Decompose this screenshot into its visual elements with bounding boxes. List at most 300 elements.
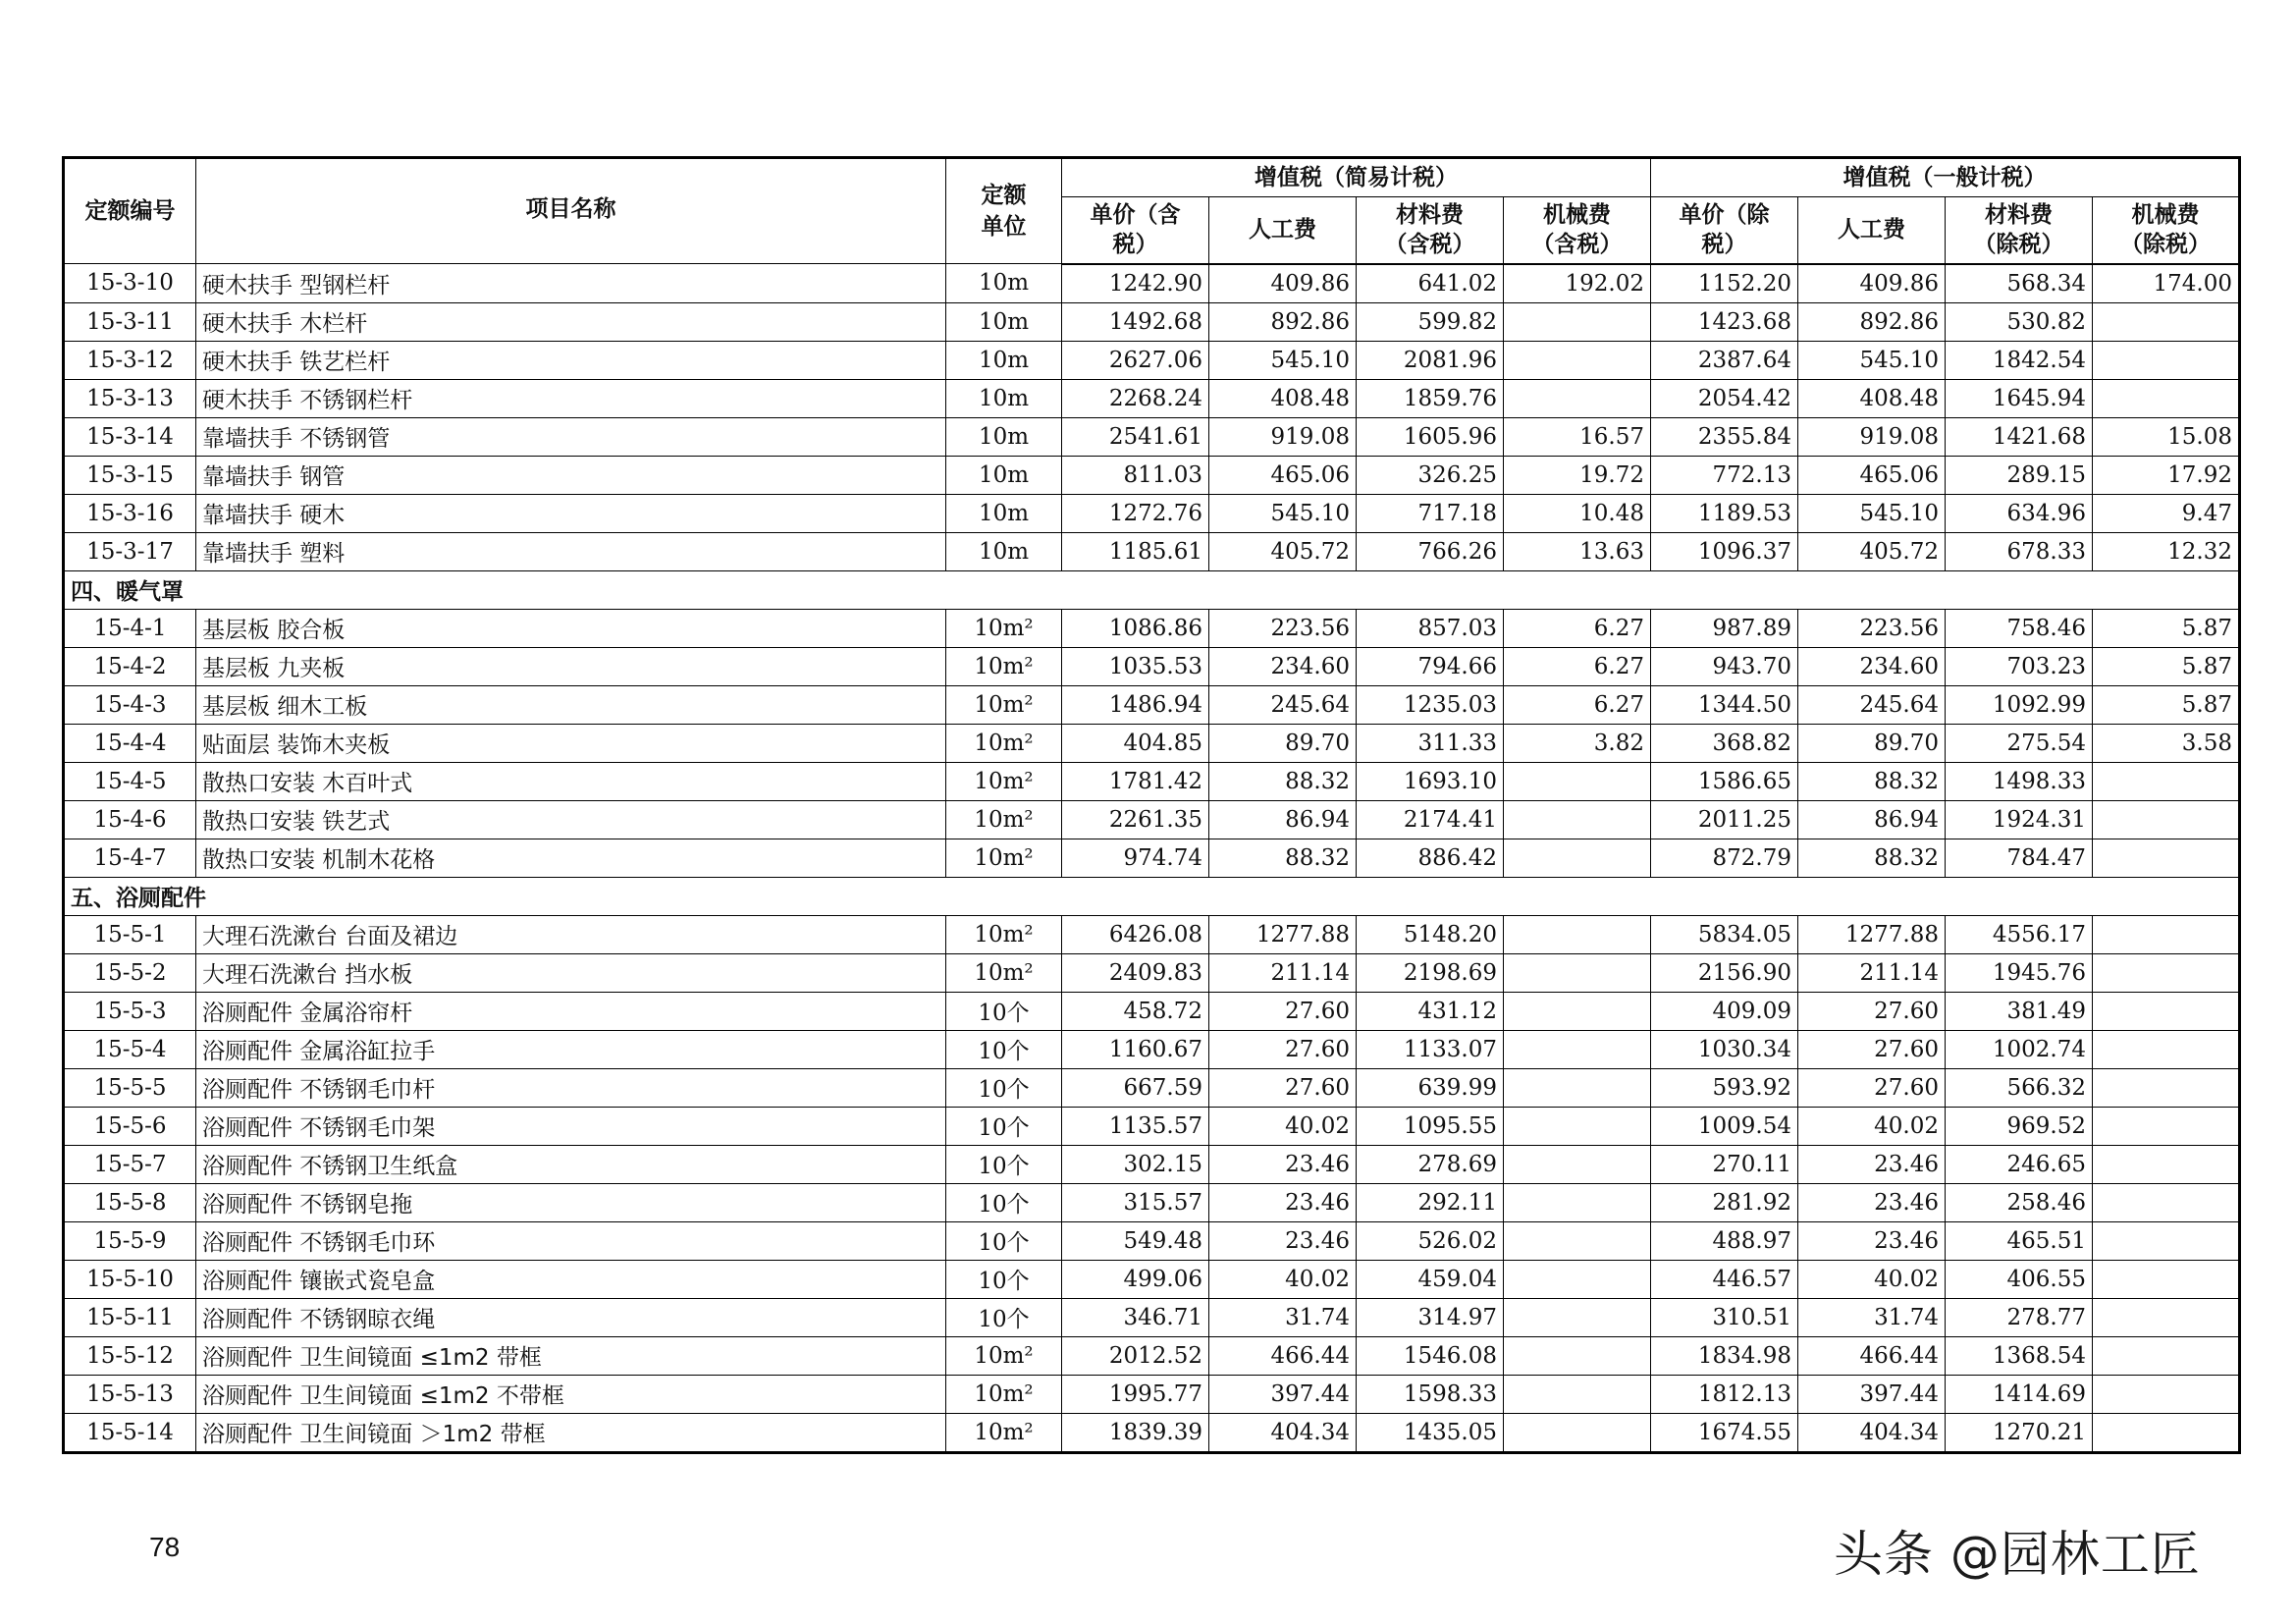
cell-unit: 10m² (946, 915, 1062, 953)
cell-machine-tax: 6.27 (1504, 647, 1651, 685)
table-row (64, 379, 2240, 417)
table-row (64, 1221, 2240, 1260)
table-row (64, 800, 2240, 839)
cell-code: 15-3-13 (64, 379, 196, 417)
table-row (64, 724, 2240, 762)
cell-name: 浴厕配件 不锈钢晾衣绳 (196, 1298, 946, 1336)
cell-material-tax: 526.02 (1357, 1221, 1504, 1260)
table-row (64, 456, 2240, 494)
cell-code: 15-3-17 (64, 532, 196, 570)
table-row (64, 762, 2240, 800)
cell-unit: 10m² (946, 839, 1062, 877)
cell-material-tax: 292.11 (1357, 1183, 1504, 1221)
section-title: 四、暖气罩 (64, 570, 2240, 609)
cell-material-tax: 1095.55 (1357, 1107, 1504, 1145)
cell-name: 基层板 细木工板 (196, 685, 946, 724)
cell-machine-tax (1504, 1375, 1651, 1413)
cell-unit: 10m² (946, 1413, 1062, 1452)
table-row (64, 685, 2240, 724)
cell-name: 大理石洗漱台 台面及裙边 (196, 915, 946, 953)
cell-unit: 10个 (946, 1068, 1062, 1107)
cell-unit: 10个 (946, 1030, 1062, 1068)
cell-code: 15-4-2 (64, 647, 196, 685)
cell-machine-notax (2093, 302, 2240, 341)
cell-labor-simple: 892.86 (1209, 302, 1357, 341)
cell-material-notax: 758.46 (1946, 609, 2093, 647)
cell-unit: 10m (946, 417, 1062, 456)
cell-material-tax: 2174.41 (1357, 800, 1504, 839)
cell-labor-general: 466.44 (1798, 1336, 1946, 1375)
table-row (64, 532, 2240, 570)
cell-labor-simple: 545.10 (1209, 341, 1357, 379)
cell-material-tax: 311.33 (1357, 724, 1504, 762)
cell-code: 15-4-3 (64, 685, 196, 724)
cell-machine-notax (2093, 762, 2240, 800)
table-row (64, 647, 2240, 685)
cell-name: 浴厕配件 不锈钢毛巾架 (196, 1107, 946, 1145)
cell-code: 15-4-4 (64, 724, 196, 762)
cell-labor-general: 892.86 (1798, 302, 1946, 341)
cell-labor-simple: 1277.88 (1209, 915, 1357, 953)
cell-unit: 10m (946, 264, 1062, 303)
section-title: 五、浴厕配件 (64, 877, 2240, 915)
cell-name: 硬木扶手 铁艺栏杆 (196, 341, 946, 379)
header-machine-tax: 机械费（含税） (1504, 197, 1651, 264)
cell-machine-tax: 6.27 (1504, 685, 1651, 724)
cell-code: 15-4-7 (64, 839, 196, 877)
cell-material-tax: 794.66 (1357, 647, 1504, 685)
cell-machine-tax (1504, 992, 1651, 1030)
cell-price-notax: 2355.84 (1651, 417, 1798, 456)
cell-name: 基层板 胶合板 (196, 609, 946, 647)
cell-machine-tax: 6.27 (1504, 609, 1651, 647)
cell-machine-notax: 15.08 (2093, 417, 2240, 456)
cell-name: 浴厕配件 卫生间镜面 ＞1m2 带框 (196, 1413, 946, 1452)
cell-price-notax: 1152.20 (1651, 264, 1798, 303)
cell-machine-notax (2093, 953, 2240, 992)
cell-material-tax: 1235.03 (1357, 685, 1504, 724)
cell-machine-tax: 19.72 (1504, 456, 1651, 494)
cell-labor-simple: 465.06 (1209, 456, 1357, 494)
cell-price-notax: 368.82 (1651, 724, 1798, 762)
cell-material-tax: 1598.33 (1357, 1375, 1504, 1413)
cell-material-notax: 784.47 (1946, 839, 2093, 877)
cell-unit: 10m² (946, 800, 1062, 839)
cell-machine-tax (1504, 762, 1651, 800)
cell-material-notax: 568.34 (1946, 264, 2093, 303)
table-row (64, 1107, 2240, 1145)
cell-code: 15-3-12 (64, 341, 196, 379)
cell-labor-simple: 223.56 (1209, 609, 1357, 647)
cell-unit: 10个 (946, 992, 1062, 1030)
table-row (64, 1413, 2240, 1452)
cell-name: 浴厕配件 不锈钢毛巾环 (196, 1221, 946, 1260)
cell-material-tax: 278.69 (1357, 1145, 1504, 1183)
cell-material-notax: 1092.99 (1946, 685, 2093, 724)
cell-code: 15-5-2 (64, 953, 196, 992)
cell-price-notax: 446.57 (1651, 1260, 1798, 1298)
cell-code: 15-5-4 (64, 1030, 196, 1068)
cell-unit: 10个 (946, 1298, 1062, 1336)
cell-price-tax: 404.85 (1062, 724, 1209, 762)
cell-machine-tax: 13.63 (1504, 532, 1651, 570)
cell-price-notax: 310.51 (1651, 1298, 1798, 1336)
cell-unit: 10m² (946, 685, 1062, 724)
cell-material-tax: 2198.69 (1357, 953, 1504, 992)
cell-price-tax: 2409.83 (1062, 953, 1209, 992)
cell-price-tax: 811.03 (1062, 456, 1209, 494)
cell-machine-tax (1504, 1030, 1651, 1068)
cell-labor-simple: 397.44 (1209, 1375, 1357, 1413)
cell-code: 15-5-3 (64, 992, 196, 1030)
cell-machine-notax (2093, 800, 2240, 839)
cell-material-tax: 1605.96 (1357, 417, 1504, 456)
cell-machine-notax: 5.87 (2093, 685, 2240, 724)
cell-code: 15-3-14 (64, 417, 196, 456)
cell-material-tax: 599.82 (1357, 302, 1504, 341)
header-machine-notax: 机械费（除税） (2093, 197, 2240, 264)
cell-price-tax: 1185.61 (1062, 532, 1209, 570)
cell-price-tax: 6426.08 (1062, 915, 1209, 953)
cell-material-notax: 1645.94 (1946, 379, 2093, 417)
table-body (64, 264, 2240, 1453)
cell-price-tax: 1839.39 (1062, 1413, 1209, 1452)
cell-machine-tax (1504, 302, 1651, 341)
cell-name: 浴厕配件 不锈钢皂拖 (196, 1183, 946, 1221)
cell-unit: 10m² (946, 724, 1062, 762)
cell-material-notax: 278.77 (1946, 1298, 2093, 1336)
cell-machine-notax: 17.92 (2093, 456, 2240, 494)
cell-machine-notax (2093, 379, 2240, 417)
table-row (64, 341, 2240, 379)
cell-labor-general: 465.06 (1798, 456, 1946, 494)
cell-price-notax: 1096.37 (1651, 532, 1798, 570)
cell-price-tax: 1781.42 (1062, 762, 1209, 800)
cell-machine-notax (2093, 341, 2240, 379)
section-row (64, 877, 2240, 915)
cell-material-tax: 717.18 (1357, 494, 1504, 532)
cell-unit: 10个 (946, 1107, 1062, 1145)
cell-machine-tax (1504, 341, 1651, 379)
cell-code: 15-5-9 (64, 1221, 196, 1260)
cell-price-tax: 1272.76 (1062, 494, 1209, 532)
cell-labor-general: 545.10 (1798, 494, 1946, 532)
cell-machine-tax (1504, 1336, 1651, 1375)
cell-machine-tax (1504, 1298, 1651, 1336)
cell-labor-general: 211.14 (1798, 953, 1946, 992)
cell-machine-tax (1504, 800, 1651, 839)
cell-material-notax: 1002.74 (1946, 1030, 2093, 1068)
cell-labor-simple: 27.60 (1209, 1030, 1357, 1068)
cell-material-notax: 1498.33 (1946, 762, 2093, 800)
cell-price-tax: 549.48 (1062, 1221, 1209, 1260)
cell-price-tax: 2268.24 (1062, 379, 1209, 417)
cell-machine-notax (2093, 1413, 2240, 1452)
cell-unit: 10个 (946, 1183, 1062, 1221)
cell-material-tax: 431.12 (1357, 992, 1504, 1030)
header-price-tax: 单价（含税） (1062, 197, 1209, 264)
table-row (64, 417, 2240, 456)
cell-material-notax: 678.33 (1946, 532, 2093, 570)
cell-material-notax: 465.51 (1946, 1221, 2093, 1260)
cell-price-tax: 1242.90 (1062, 264, 1209, 303)
header-material-tax: 材料费（含税） (1357, 197, 1504, 264)
cell-price-notax: 5834.05 (1651, 915, 1798, 953)
cell-machine-tax (1504, 1413, 1651, 1452)
cell-code: 15-4-6 (64, 800, 196, 839)
cell-material-notax: 258.46 (1946, 1183, 2093, 1221)
cell-price-tax: 667.59 (1062, 1068, 1209, 1107)
cell-machine-notax: 174.00 (2093, 264, 2240, 303)
cell-price-tax: 1160.67 (1062, 1030, 1209, 1068)
cell-price-tax: 2012.52 (1062, 1336, 1209, 1375)
cell-material-notax: 381.49 (1946, 992, 2093, 1030)
cell-machine-tax (1504, 1107, 1651, 1145)
cell-material-notax: 246.65 (1946, 1145, 2093, 1183)
cell-code: 15-5-6 (64, 1107, 196, 1145)
cell-code: 15-5-5 (64, 1068, 196, 1107)
table-row (64, 1336, 2240, 1375)
cell-machine-notax: 5.87 (2093, 609, 2240, 647)
cell-unit: 10m (946, 341, 1062, 379)
cell-code: 15-5-10 (64, 1260, 196, 1298)
cell-machine-notax (2093, 1336, 2240, 1375)
cell-unit: 10m² (946, 762, 1062, 800)
cell-price-notax: 1834.98 (1651, 1336, 1798, 1375)
cell-labor-simple: 88.32 (1209, 762, 1357, 800)
cell-material-tax: 641.02 (1357, 264, 1504, 303)
cell-machine-notax (2093, 1107, 2240, 1145)
cell-machine-tax (1504, 1260, 1651, 1298)
cell-labor-general: 919.08 (1798, 417, 1946, 456)
cell-labor-general: 23.46 (1798, 1221, 1946, 1260)
cell-labor-simple: 88.32 (1209, 839, 1357, 877)
cell-material-notax: 1414.69 (1946, 1375, 2093, 1413)
cell-material-tax: 766.26 (1357, 532, 1504, 570)
cell-name: 靠墙扶手 硬木 (196, 494, 946, 532)
cell-machine-tax (1504, 1068, 1651, 1107)
cell-material-notax: 406.55 (1946, 1260, 2093, 1298)
cell-price-notax: 2011.25 (1651, 800, 1798, 839)
cell-labor-general: 408.48 (1798, 379, 1946, 417)
cell-code: 15-5-8 (64, 1183, 196, 1221)
cell-labor-general: 89.70 (1798, 724, 1946, 762)
cell-material-notax: 634.96 (1946, 494, 2093, 532)
cell-price-tax: 1135.57 (1062, 1107, 1209, 1145)
cell-labor-general: 545.10 (1798, 341, 1946, 379)
cell-code: 15-5-13 (64, 1375, 196, 1413)
cell-material-notax: 1842.54 (1946, 341, 2093, 379)
cell-price-tax: 315.57 (1062, 1183, 1209, 1221)
cell-material-notax: 1945.76 (1946, 953, 2093, 992)
cell-machine-tax (1504, 379, 1651, 417)
cell-code: 15-5-7 (64, 1145, 196, 1183)
cell-unit: 10m² (946, 647, 1062, 685)
cell-machine-tax (1504, 953, 1651, 992)
cell-labor-general: 23.46 (1798, 1183, 1946, 1221)
cell-labor-simple: 408.48 (1209, 379, 1357, 417)
cell-price-tax: 1995.77 (1062, 1375, 1209, 1413)
cell-unit: 10个 (946, 1145, 1062, 1183)
cell-labor-simple: 234.60 (1209, 647, 1357, 685)
cell-machine-tax (1504, 1145, 1651, 1183)
cell-material-tax: 857.03 (1357, 609, 1504, 647)
table-row (64, 1030, 2240, 1068)
cell-material-notax: 1924.31 (1946, 800, 2093, 839)
cell-machine-notax (2093, 1145, 2240, 1183)
cell-price-tax: 499.06 (1062, 1260, 1209, 1298)
cell-material-tax: 1546.08 (1357, 1336, 1504, 1375)
cell-code: 15-5-14 (64, 1413, 196, 1452)
table-row (64, 1068, 2240, 1107)
cell-code: 15-5-12 (64, 1336, 196, 1375)
cell-labor-simple: 211.14 (1209, 953, 1357, 992)
cell-price-notax: 409.09 (1651, 992, 1798, 1030)
table-row (64, 609, 2240, 647)
cell-material-tax: 314.97 (1357, 1298, 1504, 1336)
cell-machine-notax (2093, 1298, 2240, 1336)
cell-code: 15-5-11 (64, 1298, 196, 1336)
cell-machine-tax (1504, 839, 1651, 877)
cell-name: 浴厕配件 镶嵌式瓷皂盒 (196, 1260, 946, 1298)
cell-labor-general: 23.46 (1798, 1145, 1946, 1183)
cell-labor-simple: 86.94 (1209, 800, 1357, 839)
table-row (64, 1183, 2240, 1221)
cell-code: 15-3-11 (64, 302, 196, 341)
cell-machine-tax: 16.57 (1504, 417, 1651, 456)
cell-name: 硬木扶手 型钢栏杆 (196, 264, 946, 303)
cell-labor-general: 223.56 (1798, 609, 1946, 647)
cell-labor-general: 234.60 (1798, 647, 1946, 685)
cell-name: 浴厕配件 卫生间镜面 ≤1m2 带框 (196, 1336, 946, 1375)
cell-code: 15-4-1 (64, 609, 196, 647)
header-group-simple-tax: 增值税（简易计税） (1062, 158, 1651, 197)
cell-name: 散热口安装 铁艺式 (196, 800, 946, 839)
cell-price-tax: 974.74 (1062, 839, 1209, 877)
page-number: 78 (149, 1532, 181, 1562)
cell-code: 15-3-16 (64, 494, 196, 532)
table-row (64, 915, 2240, 953)
cell-price-tax: 458.72 (1062, 992, 1209, 1030)
cell-labor-simple: 27.60 (1209, 1068, 1357, 1107)
cell-price-notax: 1030.34 (1651, 1030, 1798, 1068)
cell-labor-general: 27.60 (1798, 1068, 1946, 1107)
cell-material-notax: 530.82 (1946, 302, 2093, 341)
cell-code: 15-5-1 (64, 915, 196, 953)
cell-unit: 10m² (946, 1336, 1062, 1375)
cell-unit: 10个 (946, 1221, 1062, 1260)
cell-material-tax: 1435.05 (1357, 1413, 1504, 1452)
cell-labor-simple: 919.08 (1209, 417, 1357, 456)
cell-material-notax: 1368.54 (1946, 1336, 2093, 1375)
header-labor-general: 人工费 (1798, 197, 1946, 264)
cell-name: 贴面层 装饰木夹板 (196, 724, 946, 762)
table-row (64, 1298, 2240, 1336)
cell-name: 基层板 九夹板 (196, 647, 946, 685)
cell-unit: 10m² (946, 609, 1062, 647)
cell-unit: 10m (946, 532, 1062, 570)
cell-price-notax: 1344.50 (1651, 685, 1798, 724)
header-group-general-tax: 增值税（一般计税） (1651, 158, 2240, 197)
cell-name: 浴厕配件 不锈钢卫生纸盒 (196, 1145, 946, 1183)
cell-machine-notax: 9.47 (2093, 494, 2240, 532)
cell-labor-general: 404.34 (1798, 1413, 1946, 1452)
cell-code: 15-3-15 (64, 456, 196, 494)
table-row (64, 992, 2240, 1030)
cell-labor-simple: 466.44 (1209, 1336, 1357, 1375)
cell-labor-simple: 409.86 (1209, 264, 1357, 303)
cell-labor-general: 86.94 (1798, 800, 1946, 839)
cell-price-notax: 1812.13 (1651, 1375, 1798, 1413)
cell-machine-notax: 5.87 (2093, 647, 2240, 685)
cell-price-tax: 302.15 (1062, 1145, 1209, 1183)
table-row (64, 264, 2240, 303)
header-unit: 定额单位 (946, 158, 1062, 264)
cell-machine-notax (2093, 992, 2240, 1030)
cell-price-tax: 1492.68 (1062, 302, 1209, 341)
cell-labor-general: 88.32 (1798, 839, 1946, 877)
cell-labor-simple: 23.46 (1209, 1183, 1357, 1221)
cell-price-tax: 1086.86 (1062, 609, 1209, 647)
cell-machine-tax (1504, 1183, 1651, 1221)
cell-price-notax: 2054.42 (1651, 379, 1798, 417)
cell-material-notax: 969.52 (1946, 1107, 2093, 1145)
cell-labor-simple: 31.74 (1209, 1298, 1357, 1336)
cell-unit: 10m (946, 456, 1062, 494)
cell-unit: 10m (946, 302, 1062, 341)
cell-labor-general: 27.60 (1798, 1030, 1946, 1068)
cell-labor-simple: 245.64 (1209, 685, 1357, 724)
cell-material-tax: 326.25 (1357, 456, 1504, 494)
cell-labor-simple: 89.70 (1209, 724, 1357, 762)
table-row (64, 953, 2240, 992)
cell-labor-simple: 23.46 (1209, 1221, 1357, 1260)
cell-machine-notax (2093, 1183, 2240, 1221)
header-labor-simple: 人工费 (1209, 197, 1357, 264)
cell-labor-general: 88.32 (1798, 762, 1946, 800)
cell-machine-tax: 192.02 (1504, 264, 1651, 303)
cell-price-notax: 488.97 (1651, 1221, 1798, 1260)
header-name: 项目名称 (196, 158, 946, 264)
cell-machine-notax (2093, 839, 2240, 877)
cell-price-notax: 2156.90 (1651, 953, 1798, 992)
cell-name: 靠墙扶手 钢管 (196, 456, 946, 494)
cell-price-notax: 270.11 (1651, 1145, 1798, 1183)
cell-machine-notax: 12.32 (2093, 532, 2240, 570)
cell-labor-general: 40.02 (1798, 1107, 1946, 1145)
cell-machine-tax (1504, 915, 1651, 953)
cell-price-notax: 2387.64 (1651, 341, 1798, 379)
cell-material-tax: 459.04 (1357, 1260, 1504, 1298)
cell-material-notax: 1421.68 (1946, 417, 2093, 456)
cell-price-notax: 1586.65 (1651, 762, 1798, 800)
cell-material-tax: 1859.76 (1357, 379, 1504, 417)
cell-labor-simple: 27.60 (1209, 992, 1357, 1030)
table-row (64, 1375, 2240, 1413)
cell-price-tax: 2541.61 (1062, 417, 1209, 456)
table-row (64, 494, 2240, 532)
cell-labor-simple: 405.72 (1209, 532, 1357, 570)
cell-material-tax: 1133.07 (1357, 1030, 1504, 1068)
cell-code: 15-3-10 (64, 264, 196, 303)
cell-material-notax: 566.32 (1946, 1068, 2093, 1107)
cell-labor-simple: 40.02 (1209, 1260, 1357, 1298)
cell-material-tax: 886.42 (1357, 839, 1504, 877)
cell-labor-general: 31.74 (1798, 1298, 1946, 1336)
cell-price-notax: 1674.55 (1651, 1413, 1798, 1452)
cell-price-notax: 1423.68 (1651, 302, 1798, 341)
cell-labor-general: 1277.88 (1798, 915, 1946, 953)
